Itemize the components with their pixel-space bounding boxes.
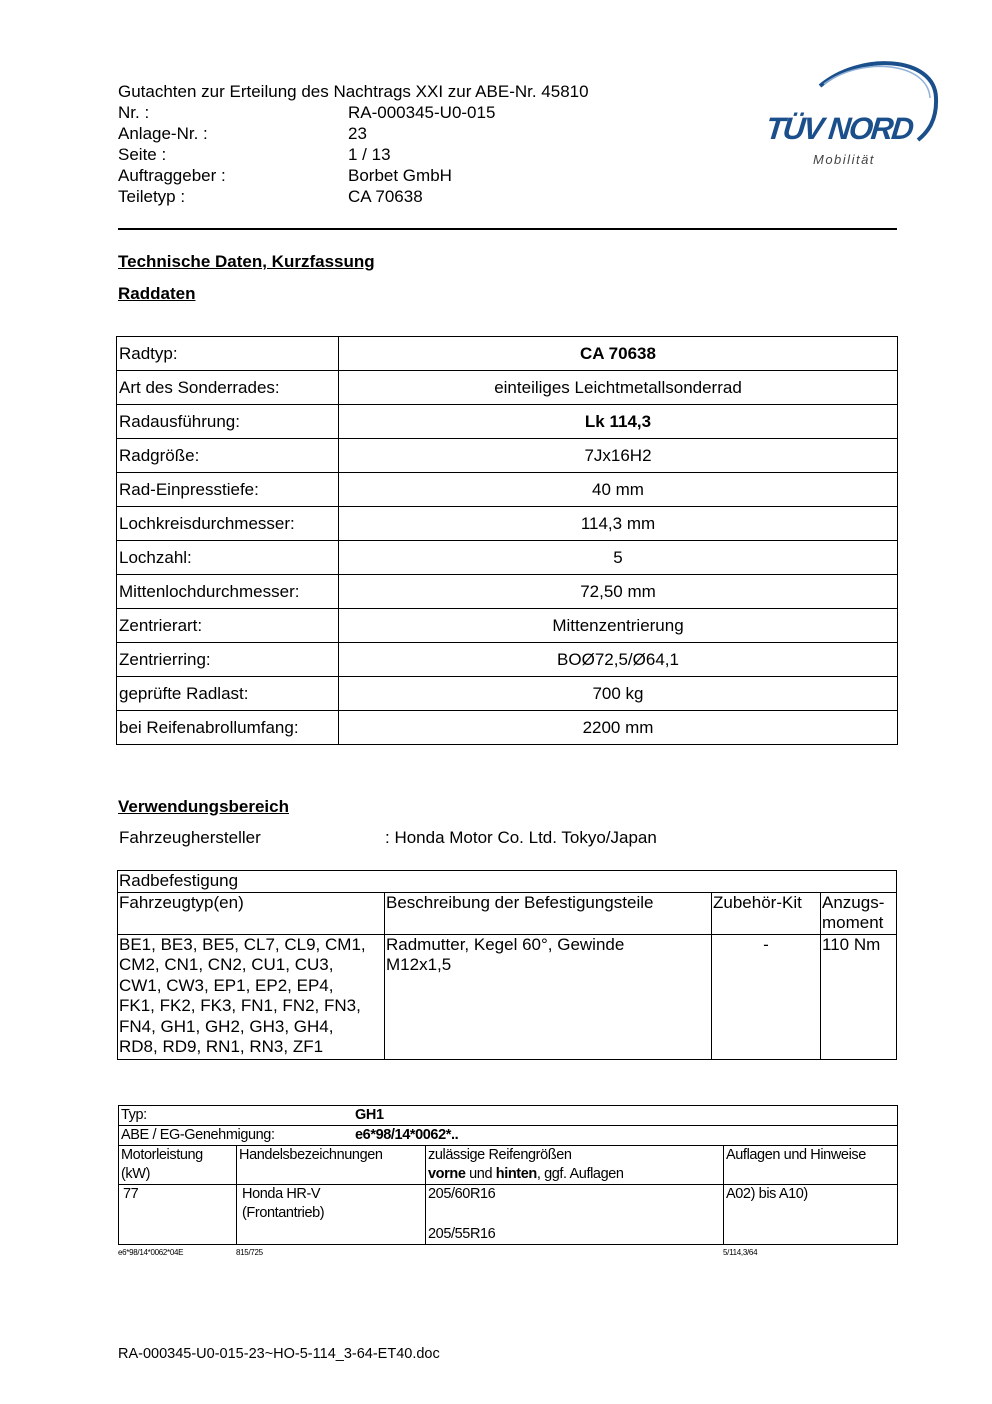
header-line: (kW): [121, 1166, 150, 1182]
header-label: Anlage-Nr. :: [118, 124, 208, 143]
abe-label: ABE / EG-Genehmigung:: [121, 1127, 275, 1143]
header-line: moment: [822, 913, 884, 932]
header-value: RA-000345-U0-015: [348, 103, 496, 122]
row-label: Lochkreisdurchmesser:: [117, 507, 339, 541]
row-value: Mittenzentrierung: [339, 609, 898, 643]
motorleistung-cell: 77: [119, 1185, 237, 1245]
row-label: Radausführung:: [117, 405, 339, 439]
row-value: BOØ72,5/Ø64,1: [339, 643, 898, 677]
table-row: [117, 405, 898, 439]
logo-wordmark: TÜV NORD: [764, 111, 914, 146]
header-value: 1 / 13: [348, 145, 391, 164]
hersteller-value: : Honda Motor Co. Ltd. Tokyo/Japan: [385, 828, 657, 847]
row-value: 72,50 mm: [339, 575, 898, 609]
text-line: Honda HR-V: [242, 1186, 321, 1202]
header-label: Nr. :: [118, 103, 150, 122]
row-label: Mittenlochdurchmesser:: [117, 575, 339, 609]
row-value: 114,3 mm: [339, 507, 898, 541]
table-row: [117, 507, 898, 541]
footer-filename: RA-000345-U0-015-23~HO-5-114_3-64-ET40.doc: [118, 1346, 440, 1362]
header-label: Auftraggeber :: [118, 166, 226, 185]
table-row: [117, 473, 898, 507]
text-line: (Frontantrieb): [242, 1205, 325, 1221]
row-value: 700 kg: [339, 677, 898, 711]
abe-row: [119, 1126, 898, 1146]
spacer: [428, 1204, 721, 1225]
small-note: 815/725: [236, 1248, 263, 1257]
fahrzeugtypen-cell: [118, 934, 385, 1059]
header-auflagen: Auflagen und Hinweise: [724, 1146, 898, 1185]
auflagen-cell: A02) bis A10): [724, 1185, 898, 1245]
row-value: einteiliges Leichtmetallsonderrad: [339, 371, 898, 405]
raddaten-table: [116, 336, 898, 745]
header-motorleistung: [119, 1146, 237, 1185]
text-line: FK1, FK2, FK3, FN1, FN2, FN3,: [119, 996, 361, 1015]
tyre-size: 205/60R16: [428, 1186, 496, 1202]
radbefestigung-table: [117, 870, 897, 1060]
row-label: Art des Sonderrades:: [117, 371, 339, 405]
text-line: CM2, CN1, CN2, CU1, CU3,: [119, 955, 334, 974]
typ-row: [119, 1106, 898, 1126]
text: , ggf. Auflagen: [536, 1166, 624, 1182]
report-title: Gutachten zur Erteilung des Nachtrags XXI zur ABE-Nr. 45810: [118, 82, 589, 101]
row-label: Zentrierring:: [117, 643, 339, 677]
zubehoer-cell: -: [712, 934, 821, 1059]
table-row: [117, 439, 898, 473]
header-line: zulässige Reifengrößen: [428, 1147, 572, 1163]
row-value: 7Jx16H2: [339, 439, 898, 473]
table-caption: Radbefestigung: [118, 871, 897, 893]
header-beschreibung: Beschreibung der Befestigungsteile: [385, 892, 712, 934]
section-subtitle: Raddaten: [118, 284, 196, 303]
row-label: bei Reifenabrollumfang:: [117, 711, 339, 745]
bold-text: vorne: [428, 1166, 466, 1182]
header-label: Teiletyp :: [118, 187, 186, 206]
typ-label: Typ:: [121, 1107, 147, 1123]
table-row: [117, 677, 898, 711]
header-anzugsmoment: [821, 892, 897, 934]
small-note: e6*98/14*0062*04E: [118, 1248, 184, 1257]
header-fahrzeugtyp: Fahrzeugtyp(en): [118, 892, 385, 934]
row-label: Rad-Einpresstiefe:: [117, 473, 339, 507]
header-divider: [118, 228, 897, 230]
row-label: Lochzahl:: [117, 541, 339, 575]
row-label: geprüfte Radlast:: [117, 677, 339, 711]
text-line: RD8, RD9, RN1, RN3, ZF1: [119, 1037, 324, 1056]
text-line: FN4, GH1, GH2, GH3, GH4,: [119, 1016, 334, 1036]
header-reifengroessen: [426, 1146, 724, 1185]
header-zubehoer: Zubehör-Kit: [712, 892, 821, 934]
text-line: Radmutter, Kegel 60°, Gewinde: [386, 934, 625, 954]
anzugsmoment-cell: 110 Nm: [821, 934, 897, 1059]
header-value: Borbet GmbH: [348, 166, 452, 185]
row-label: Radtyp:: [117, 337, 339, 371]
text-line: CW1, CW3, EP1, EP2, EP4,: [119, 975, 334, 995]
hersteller-label: Fahrzeughersteller: [119, 828, 261, 847]
header-label: Seite :: [118, 145, 167, 164]
text: und: [465, 1166, 496, 1182]
row-value: 5: [339, 541, 898, 575]
handelsbezeichnung-cell: [237, 1185, 426, 1245]
header-line: [428, 1165, 721, 1184]
header-line: Anzugs-: [822, 892, 885, 912]
table-row: [117, 575, 898, 609]
logo-subtitle: Mobilität: [813, 152, 875, 167]
text-line: BE1, BE3, BE5, CL7, CL9, CM1,: [119, 934, 366, 954]
tyre-size: 205/55R16: [428, 1226, 496, 1242]
row-label: Radgröße:: [117, 439, 339, 473]
header-value: 23: [348, 124, 367, 143]
table-row: [117, 711, 898, 745]
abe-value: e6*98/14*0062*..: [355, 1127, 459, 1143]
header-line: Motorleistung: [121, 1147, 203, 1163]
row-value: CA 70638: [339, 337, 898, 371]
table-row: [117, 609, 898, 643]
table-row: [117, 371, 898, 405]
beschreibung-cell: [385, 934, 712, 1059]
text-line: M12x1,5: [386, 955, 452, 974]
table-row: [117, 337, 898, 371]
row-label: Zentrierart:: [117, 609, 339, 643]
table-row: [117, 643, 898, 677]
reifengroessen-cell: [426, 1185, 724, 1245]
row-value: 2200 mm: [339, 711, 898, 745]
header-handelsbezeichnungen: Handelsbezeichnungen: [237, 1146, 426, 1185]
header-value: CA 70638: [348, 187, 423, 206]
bold-text: hinten: [495, 1166, 537, 1182]
verwendung-title: Verwendungsbereich: [118, 797, 289, 816]
row-value: Lk 114,3: [339, 405, 898, 439]
row-value: 40 mm: [339, 473, 898, 507]
fahrzeugtyp-gh1-table: [118, 1105, 898, 1245]
section-title: Technische Daten, Kurzfassung: [118, 252, 375, 271]
table-row: [117, 541, 898, 575]
typ-value: GH1: [355, 1107, 384, 1123]
small-note: 5/114,3/64: [723, 1248, 758, 1257]
